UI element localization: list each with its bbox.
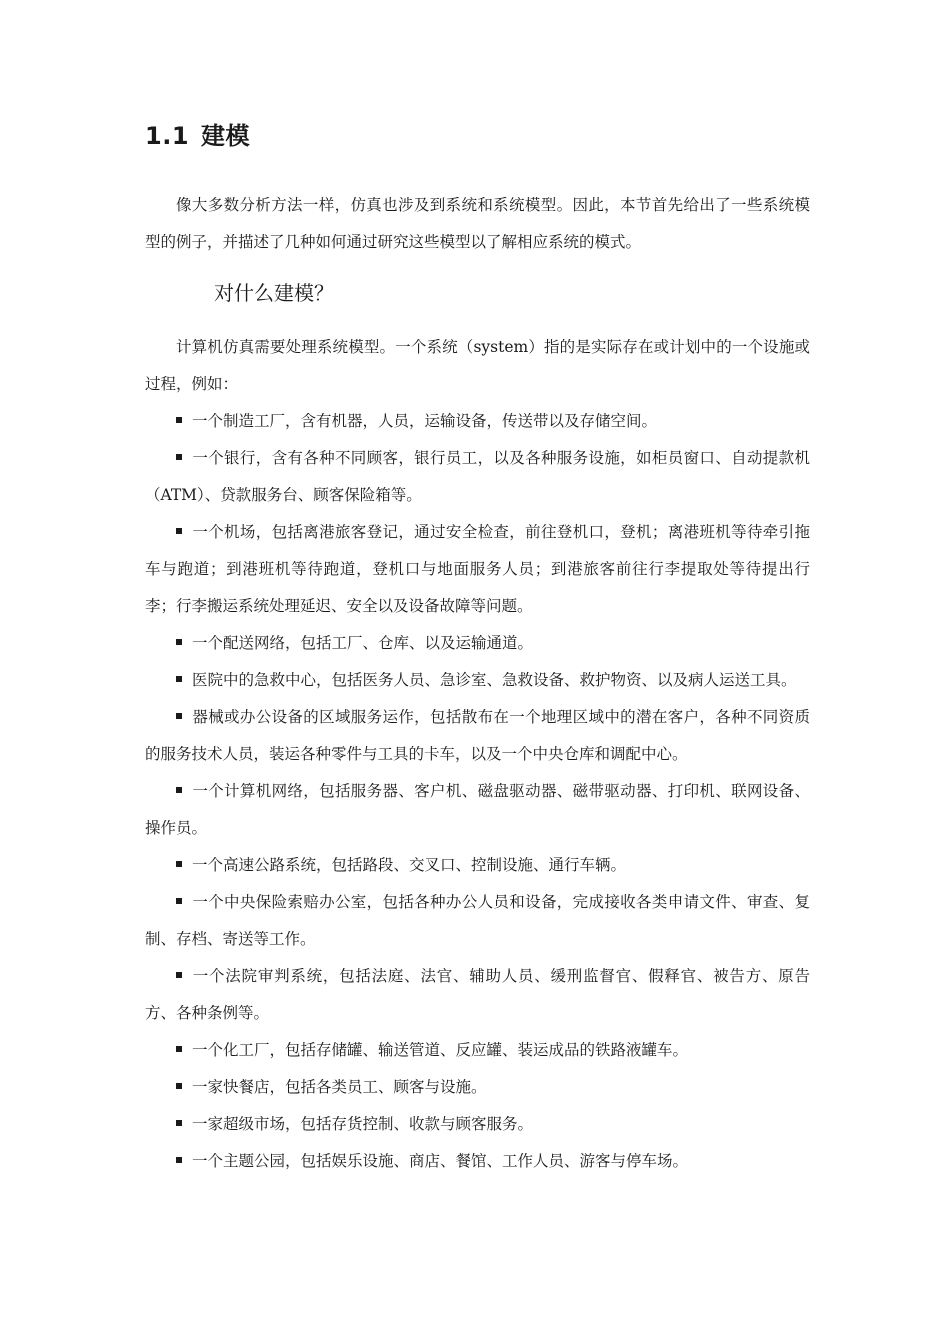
list-item — [145, 1106, 810, 1143]
square-bullet-icon — [176, 1120, 182, 1126]
list-item-text: 一家超级市场，包括存货控制、收款与顾客服务。 — [192, 1115, 534, 1133]
list-item-text: 一个机场，包括离港旅客登记，通过安全检查，前往登机口，登机；离港班机等待牵引拖车与跑道；到港班机等待跑道，登机口与地面服务人员；到港旅客前往行李提取处等待提出行李；行李搬运系统处理延迟、安全以及设备故障等问题。 — [145, 523, 810, 615]
square-bullet-icon — [176, 1157, 182, 1163]
list-item-text: 一个法院审判系统，包括法庭、法官、辅助人员、缓刑监督官、假释官、被告方、原告方、各种条例等。 — [145, 967, 810, 1022]
list-item — [145, 1143, 810, 1180]
square-bullet-icon — [176, 676, 182, 682]
intro-paragraph: 像大多数分析方法一样，仿真也涉及到系统和系统模型。因此，本节首先给出了一些系统模型的例子，并描述了几种如何通过研究这些模型以了解相应系统的模式。 — [145, 196, 810, 251]
list-item-text: 一个配送网络，包括工厂、仓库、以及运输通道。 — [192, 634, 534, 652]
square-bullet-icon — [176, 972, 182, 978]
list-item — [145, 514, 810, 625]
list-item-text: 一个银行，含有各种不同顾客，银行员工，以及各种服务设施，如柜员窗口、自动提款机（ATM）、贷款服务台、顾客保险箱等。 — [145, 449, 810, 504]
section-heading — [145, 116, 250, 151]
square-bullet-icon — [176, 639, 182, 645]
list-item — [145, 625, 810, 662]
list-item — [145, 958, 810, 1032]
square-bullet-icon — [176, 861, 182, 867]
list-item-text: 一个化工厂，包括存储罐、输送管道、反应罐、装运成品的铁路液罐车。 — [192, 1041, 689, 1059]
list-item-text: 器械或办公设备的区域服务运作，包括散布在一个地理区域中的潜在客户，各种不同资质的服务技术人员，装运各种零件与工具的卡车，以及一个中央仓库和调配中心。 — [145, 708, 810, 763]
system-examples-list — [145, 403, 810, 1180]
square-bullet-icon — [176, 417, 182, 423]
square-bullet-icon — [176, 898, 182, 904]
section-number: 1.1 — [145, 122, 190, 150]
list-item — [145, 847, 810, 884]
square-bullet-icon — [176, 1046, 182, 1052]
list-item-text: 一个高速公路系统，包括路段、交叉口、控制设施、通行车辆。 — [192, 856, 627, 874]
list-item-text: 一个中央保险索赔办公室，包括各种办公人员和设备，完成接收各类申请文件、审查、复制、存档、寄送等工作。 — [145, 893, 810, 948]
list-item — [145, 440, 810, 514]
list-item-text: 一个计算机网络，包括服务器、客户机、磁盘驱动器、磁带驱动器、打印机、联网设备、操作员。 — [145, 782, 810, 837]
list-item — [145, 662, 810, 699]
subsection-heading: 对什么建模？ — [214, 281, 334, 305]
square-bullet-icon — [176, 528, 182, 534]
section-title: 建模 — [201, 122, 251, 150]
list-item — [145, 403, 810, 440]
list-item — [145, 699, 810, 773]
list-item — [145, 1069, 810, 1106]
square-bullet-icon — [176, 454, 182, 460]
list-item — [145, 1032, 810, 1069]
square-bullet-icon — [176, 787, 182, 793]
list-item — [145, 773, 810, 847]
body-paragraph: 计算机仿真需要处理系统模型。一个系统（system）指的是实际存在或计划中的一个设施或过程，例如： — [145, 338, 810, 393]
list-item — [145, 884, 810, 958]
square-bullet-icon — [176, 1083, 182, 1089]
square-bullet-icon — [176, 713, 182, 719]
list-item-text: 一家快餐店，包括各类员工、顾客与设施。 — [192, 1078, 487, 1096]
list-item-text: 一个制造工厂，含有机器，人员，运输设备，传送带以及存储空间。 — [192, 412, 658, 430]
list-item-text: 一个主题公园，包括娱乐设施、商店、餐馆、工作人员、游客与停车场。 — [192, 1152, 689, 1170]
list-item-text: 医院中的急救中心，包括医务人员、急诊室、急救设备、救护物资、以及病人运送工具。 — [192, 671, 797, 689]
